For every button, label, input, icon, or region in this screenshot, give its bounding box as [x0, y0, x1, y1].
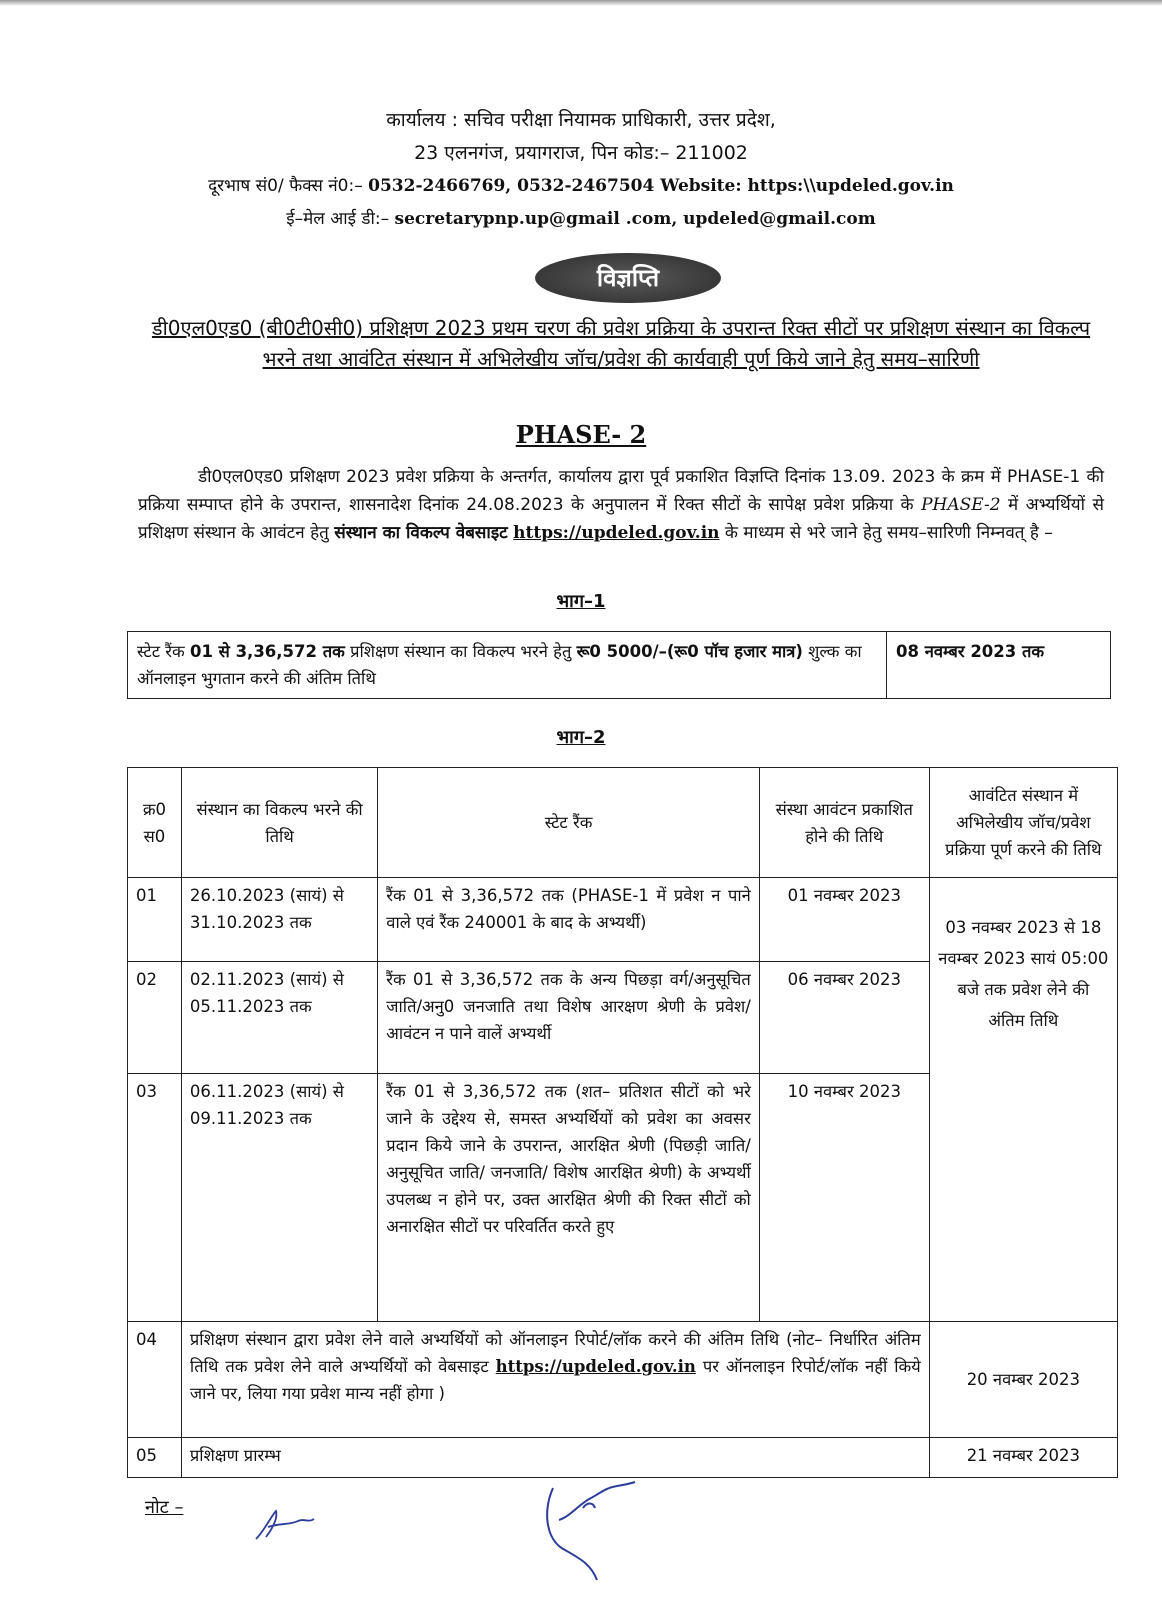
row1-date: 26.10.2023 (सायं) से 31.10.2023 तक	[181, 878, 377, 962]
header-address-line: 23 एलनगंज, प्रयागराज, पिन कोड:– 211002	[414, 142, 748, 164]
row2-serial: 02	[128, 962, 182, 1074]
part1-deadline: 08 नवम्बर 2023 तक	[887, 632, 1111, 699]
initials-signature	[250, 1505, 320, 1545]
part1-text-a: स्टेट रैंक	[137, 642, 185, 661]
table-row	[128, 1322, 1118, 1438]
row5-date: 21 नवम्बर 2023	[929, 1438, 1117, 1478]
header-phone-label: दूरभाष सं0/ फैक्स नं0:–	[208, 176, 363, 196]
officer-signature	[535, 1480, 645, 1590]
subject-heading	[140, 313, 1102, 375]
part1-rank-range: 01 से 3,36,572 तक	[189, 642, 345, 661]
phase-title: PHASE- 2	[515, 420, 647, 449]
para-text-1: डी0एल0एड0 प्रशिक्षण 2023 प्रवेश प्रक्रिया के अन्तर्गत, कार्यालय द्वारा पूर्व प्रकाशित विज्ञप्ति दिनांक 13.09. 2023 के क्रम में PHASE-1 की प्रक्रिया सम्पाप्त होने के उपरान्त, शासनादेश दिनांक 24.08.2023 के अनुपालन में रिक्त सीटों के सापेक्ष प्रवेश प्रक्रिया के	[138, 467, 1104, 515]
header-serial: क्र0 स0	[128, 768, 182, 878]
row2-rank: रैंक 01 से 3,36,572 तक के अन्य पिछड़ा वर्ग/अनुसूचित जाति/अनु0 जनजाति तथा विशेष आरक्षण श्रेणी के प्रवेश/आवंटन न पाने वालें अभ्यर्थी	[378, 962, 760, 1074]
table-header-row	[128, 768, 1118, 878]
row4-website-link[interactable]: https://updeled.gov.in	[495, 1357, 696, 1376]
row4-serial: 04	[128, 1322, 182, 1438]
row3-rank: रैंक 01 से 3,36,572 तक (शत– प्रतिशत सीटों को भरे जाने के उद्देश्य से, समस्त अभ्यर्थियों को प्रवेश का अवसर प्रदान किये जाने के उपरान्त, आरक्षित श्रेणी (पिछड़ी जाति/अनुसूचित जाति/ जनजाति/ विशेष आरक्षित श्रेणी) के अभ्यर्थी उपलब्ध न होने पर, उक्त आरक्षित श्रेणी की रिक्त सीटों को अनारक्षित सीटों पर परिवर्तित करते हुए	[378, 1074, 760, 1322]
header-phone-line	[0, 170, 1162, 203]
header-admission-date: आवंटित संस्थान में अभिलेखीय जॉच/प्रवेश प्रक्रिया पूर्ण करने की तिथि	[929, 768, 1117, 878]
row4-text-b: पर ऑनलाइन रिपोर्ट/लॉक नहीं किये जाने पर, लिया गया प्रवेश मान्य नहीं होगा )	[189, 1357, 921, 1403]
header-allotment-date: संस्था आवंटन प्रकाशित होने की तिथि	[759, 768, 929, 878]
admission-deadline: 03 नवम्बर 2023 से 18 नवम्बर 2023 सायं 05:00 बजे तक प्रवेश लेने की अंतिम तिथि	[929, 878, 1117, 1322]
table-row	[128, 878, 1118, 962]
para-phase2: PHASE-2	[921, 495, 1001, 515]
header-email-line	[0, 203, 1162, 236]
part1-table	[127, 631, 1111, 699]
part1-title: भाग–1	[556, 591, 606, 612]
row3-serial: 03	[128, 1074, 182, 1322]
para-text-3: में अभ्यर्थियों से प्रशिक्षण संस्थान के आवंटन हेतु	[138, 495, 1104, 543]
para-website-link[interactable]: https://updeled.gov.in	[513, 523, 720, 543]
part2-table	[127, 767, 1118, 1478]
para-bold-text: संस्थान का विकल्प वेबसाइट	[334, 523, 508, 543]
subject-text: डी0एल0एड0 (बी0टी0सी0) प्रशिक्षण 2023 प्रथम चरण की प्रवेश प्रक्रिया के उपरान्त रिक्त सीटों पर प्रशिक्षण संस्थान का विकल्प भरने तथा आवंटित संस्थान में अभिलेखीय जॉच/प्रवेश की कार्यवाही पूर्ण किये जाने हेतु समय–सारिणी	[151, 316, 1091, 371]
row4-date: 20 नवम्बर 2023	[929, 1322, 1117, 1438]
row2-allotment: 06 नवम्बर 2023	[759, 962, 929, 1074]
row4-text	[181, 1322, 929, 1438]
row1-rank: रैंक 01 से 3,36,572 तक (PHASE-1 में प्रवेश न पाने वाले एवं रैंक 240001 के बाद के अभ्यर्थी)	[378, 878, 760, 962]
header-email-value: secretarypnp.up@gmail .com, updeled@gmail.com	[394, 209, 876, 229]
row1-serial: 01	[128, 878, 182, 962]
row2-date: 02.11.2023 (सायं) से 05.11.2023 तक	[181, 962, 377, 1074]
header-office-line: कार्यालय : सचिव परीक्षा नियामक प्राधिकारी, उत्तर प्रदेश,	[386, 109, 776, 131]
part1-text-e: शुल्क का ऑनलाइन भुगतान करने की अंतिम तिथि	[137, 642, 862, 688]
office-header	[0, 104, 1162, 236]
row4-text-a: प्रशिक्षण संस्थान द्वारा प्रवेश लेने वाले अभ्यर्थियों को ऑनलाइन रिपोर्ट/लॉक करने की अंतिम तिथि (नोट– निर्धारित अंतिम तिथि तक प्रवेश लेने वाले अभ्यर्थियों को वेबसाइट	[189, 1330, 921, 1376]
header-phone-value: 0532-2466769, 0532-2467504 Website: https:\\updeled.gov.in	[368, 176, 954, 196]
part2-title: भाग–2	[556, 727, 606, 748]
para-text-6: के माध्यम से भरे जाने हेतु समय–सारिणी निम्नवत् है –	[724, 523, 1053, 543]
note-label: नोट –	[145, 1497, 184, 1518]
intro-paragraph	[138, 463, 1104, 547]
header-email-label: ई–मेल आई डी:–	[286, 209, 390, 229]
row5-serial: 05	[128, 1438, 182, 1478]
part1-fee: रू0 5000/–(रू0 पॉच हजार मात्र)	[576, 642, 803, 661]
row3-allotment: 10 नवम्बर 2023	[759, 1074, 929, 1322]
header-state-rank: स्टेट रैंक	[378, 768, 760, 878]
row1-allotment: 01 नवम्बर 2023	[759, 878, 929, 962]
header-option-date: संस्थान का विकल्प भरने की तिथि	[181, 768, 377, 878]
scan-top-edge	[0, 0, 1162, 6]
part1-description	[128, 632, 887, 699]
part1-row	[128, 632, 1111, 699]
row5-text: प्रशिक्षण प्रारम्भ	[181, 1438, 929, 1478]
part1-text-c: प्रशिक्षण संस्थान का विकल्प भरने हेतु	[350, 642, 572, 661]
table-row	[128, 1438, 1118, 1478]
notification-badge: विज्ञप्ति	[535, 253, 721, 303]
row3-date: 06.11.2023 (सायं) से 09.11.2023 तक	[181, 1074, 377, 1322]
